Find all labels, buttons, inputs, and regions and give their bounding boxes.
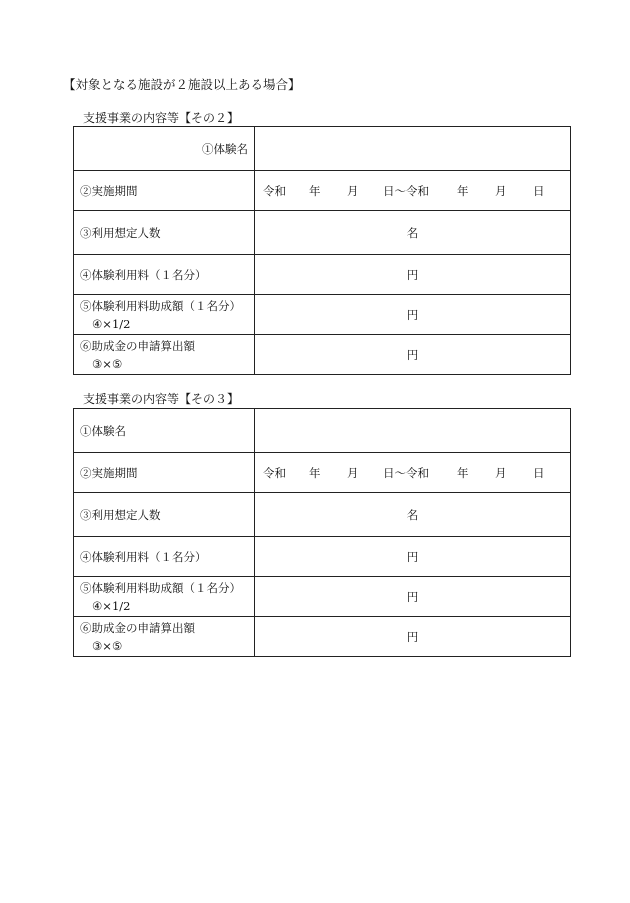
- application-row: [74, 617, 571, 657]
- people-label-cell: [74, 493, 255, 537]
- period-start-year: 年: [309, 465, 321, 480]
- experience-name-row: [74, 127, 571, 171]
- subsidy-unit: 円: [406, 307, 419, 322]
- application-label-line2: ③×⑤: [92, 356, 123, 371]
- support-form-table-3: [73, 408, 571, 657]
- experience-name-row: [74, 409, 571, 453]
- period-start-year: 年: [309, 183, 321, 198]
- experience-name-label-cell: [74, 409, 255, 453]
- fee-field[interactable]: [255, 255, 571, 295]
- application-unit: 円: [406, 629, 419, 644]
- period-row: [74, 453, 571, 493]
- section-title-2: 支援事業の内容等【その２】: [83, 111, 240, 125]
- people-label: ③利用想定人数: [80, 507, 161, 522]
- experience-name-label-cell: [74, 127, 255, 171]
- application-label-line1: ⑥助成金の申請算出額: [80, 338, 195, 353]
- experience-name-field[interactable]: [255, 409, 571, 453]
- period-start-month: 月: [347, 183, 359, 198]
- period-start-day-to: 日～令和: [383, 183, 429, 198]
- page-heading: 【対象となる施設が２施設以上ある場合】: [63, 77, 301, 92]
- fee-label-cell: [74, 255, 255, 295]
- subsidy-field[interactable]: [255, 577, 571, 617]
- period-end-year: 年: [457, 183, 469, 198]
- period-date-range: [261, 465, 564, 481]
- fee-unit: 円: [406, 549, 419, 564]
- application-label-cell: [74, 335, 255, 375]
- period-field[interactable]: [255, 171, 571, 211]
- people-label-cell: [74, 211, 255, 255]
- period-end-day: 日: [533, 465, 545, 480]
- subsidy-label-line2: ④×1/2: [92, 598, 131, 613]
- application-unit: 円: [406, 347, 419, 362]
- application-field[interactable]: [255, 335, 571, 375]
- period-field[interactable]: [255, 453, 571, 493]
- application-label: [80, 337, 248, 373]
- period-end-month: 月: [495, 465, 507, 480]
- fee-row: [74, 537, 571, 577]
- period-end-year: 年: [457, 465, 469, 480]
- fee-row: [74, 255, 571, 295]
- experience-name-field[interactable]: [255, 127, 571, 171]
- people-unit: 名: [406, 225, 419, 240]
- period-start-day-to: 日～令和: [383, 465, 429, 480]
- subsidy-label-cell: [74, 577, 255, 617]
- subsidy-row: [74, 295, 571, 335]
- period-label: ②実施期間: [80, 465, 138, 480]
- subsidy-label: [80, 297, 248, 333]
- people-row: [74, 211, 571, 255]
- period-label: ②実施期間: [80, 183, 138, 198]
- subsidy-label-cell: [74, 295, 255, 335]
- period-date-range: [261, 183, 564, 199]
- fee-label: ④体験利用料（１名分）: [80, 549, 207, 564]
- experience-name-label: ①体験名: [202, 141, 248, 156]
- period-era-start: 令和: [263, 183, 286, 198]
- subsidy-unit: 円: [406, 589, 419, 604]
- application-field[interactable]: [255, 617, 571, 657]
- experience-name-label: ①体験名: [80, 423, 126, 438]
- subsidy-row: [74, 577, 571, 617]
- subsidy-label-line2: ④×1/2: [92, 316, 131, 331]
- application-row: [74, 335, 571, 375]
- section-title-3: 支援事業の内容等【その３】: [83, 392, 240, 406]
- application-label-line1: ⑥助成金の申請算出額: [80, 620, 195, 635]
- fee-label-cell: [74, 537, 255, 577]
- period-era-start: 令和: [263, 465, 286, 480]
- people-label: ③利用想定人数: [80, 225, 161, 240]
- application-label-cell: [74, 617, 255, 657]
- period-label-cell: [74, 171, 255, 211]
- subsidy-label-line1: ⑤体験利用料助成額（１名分）: [80, 580, 241, 595]
- people-unit: 名: [406, 507, 419, 522]
- fee-label: ④体験利用料（１名分）: [80, 267, 207, 282]
- period-end-day: 日: [533, 183, 545, 198]
- fee-field[interactable]: [255, 537, 571, 577]
- fee-unit: 円: [406, 267, 419, 282]
- subsidy-label-line1: ⑤体験利用料助成額（１名分）: [80, 298, 241, 313]
- subsidy-field[interactable]: [255, 295, 571, 335]
- period-start-month: 月: [347, 465, 359, 480]
- period-row: [74, 171, 571, 211]
- people-field[interactable]: [255, 493, 571, 537]
- period-end-month: 月: [495, 183, 507, 198]
- people-field[interactable]: [255, 211, 571, 255]
- people-row: [74, 493, 571, 537]
- period-label-cell: [74, 453, 255, 493]
- application-label-line2: ③×⑤: [92, 638, 123, 653]
- support-form-table-2: [73, 126, 571, 375]
- subsidy-label: [80, 579, 248, 615]
- application-label: [80, 619, 248, 655]
